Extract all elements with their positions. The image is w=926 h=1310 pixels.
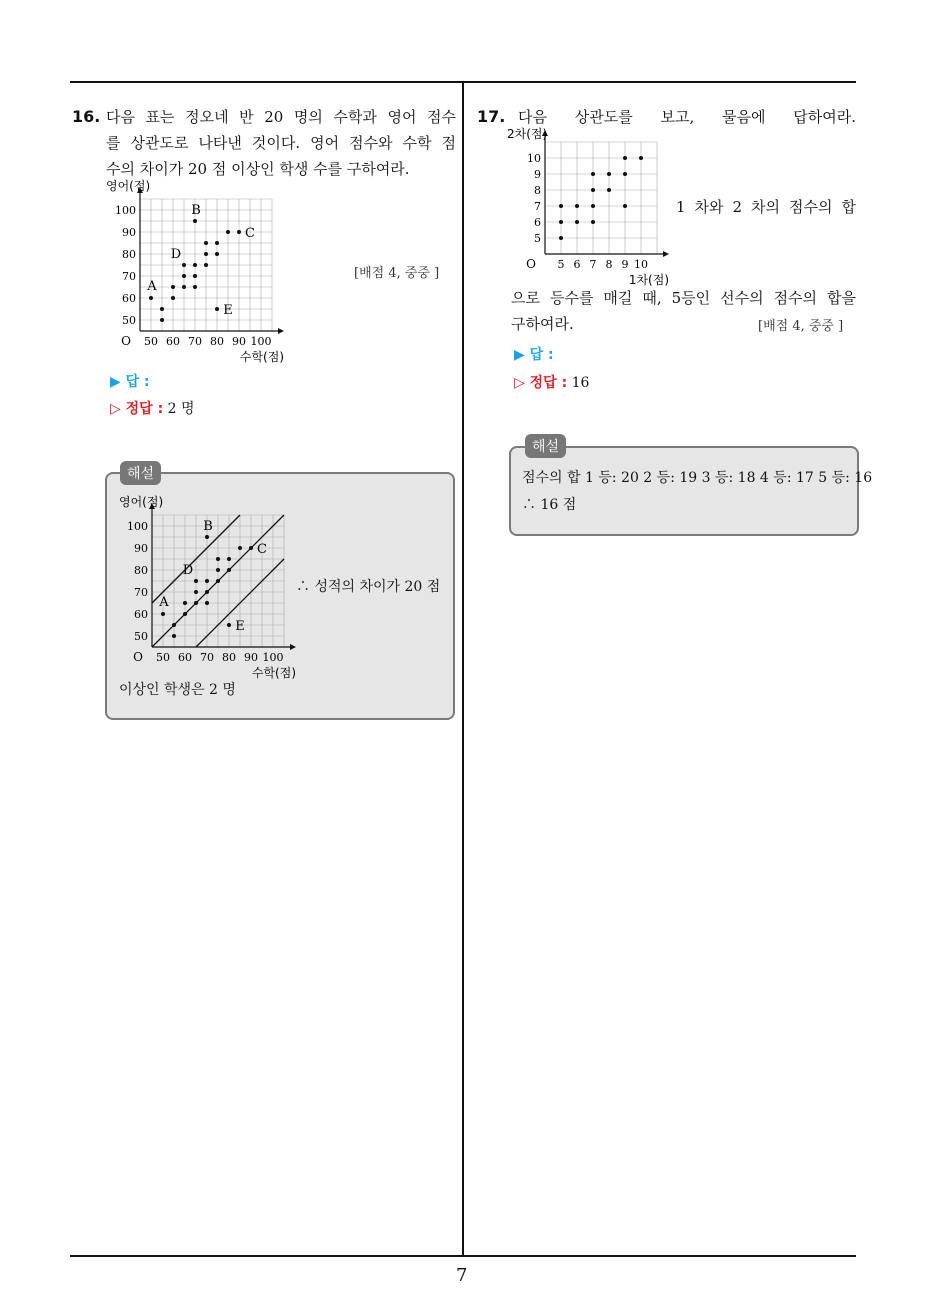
data-point [204, 252, 208, 256]
question-16-correct-label: ▷ 정답 : [110, 401, 164, 417]
point-label-d: D [170, 247, 182, 262]
point-label-d: D [182, 563, 194, 578]
x-tick-label: 8 [605, 258, 613, 271]
question-17-explanation-tag: 해설 [525, 434, 566, 458]
data-point [149, 296, 153, 300]
y-tick-label: 70 [122, 270, 136, 283]
column-divider [462, 82, 464, 1257]
x-tick-label: 70 [188, 335, 202, 348]
y-tick-label: 60 [122, 292, 136, 305]
question-17-correct-value: 16 [571, 375, 590, 391]
x-axis-arrow [663, 251, 669, 257]
y-axis-label: 영어(점) [106, 179, 151, 193]
question-16-line-1: 다음 표는 정오네 반 20 명의 수학과 영어 점수 [106, 108, 456, 126]
data-point [249, 546, 253, 550]
y-tick-label: 60 [134, 608, 148, 621]
data-point [216, 557, 220, 561]
data-point [182, 274, 186, 278]
y-tick-label: 100 [127, 520, 148, 533]
data-point [205, 535, 209, 539]
y-tick-label: 100 [115, 204, 136, 217]
data-point [575, 220, 579, 224]
data-point [205, 601, 209, 605]
data-point [607, 172, 611, 176]
question-16-line-2: 를 상관도로 나타낸 것이다. 영어 점수와 수학 점 [106, 134, 456, 152]
point-label-b: B [191, 203, 201, 218]
question-16-scatter-chart [100, 176, 290, 366]
data-point [559, 204, 563, 208]
y-tick-label: 6 [534, 216, 541, 229]
data-point [238, 546, 242, 550]
question-16-explanation-tag: 해설 [120, 461, 161, 485]
data-point [171, 285, 175, 289]
y-tick-label: 50 [122, 314, 136, 327]
y-tick-label: 9 [534, 168, 541, 181]
data-point [591, 204, 595, 208]
question-17-scatter-chart [505, 125, 675, 290]
point-label-c: C [245, 226, 255, 241]
data-point [193, 219, 197, 223]
question-17-line-2: 으로 등수를 매길 때, 5등인 선수의 점수의 합을 [511, 289, 856, 307]
question-16-line-3: 수의 차이가 20 점 이상인 학생 수를 구하여라. [106, 160, 410, 178]
data-point [623, 156, 627, 160]
data-point [194, 590, 198, 594]
origin-label: O [526, 257, 536, 271]
data-point [171, 296, 175, 300]
question-16-score: [배점 4, 중중 ] [354, 266, 440, 281]
data-point [215, 252, 219, 256]
data-point [591, 188, 595, 192]
page-number: 7 [456, 1265, 468, 1286]
y-tick-label: 80 [134, 564, 148, 577]
x-tick-label: 100 [250, 335, 272, 348]
x-tick-label: 90 [244, 651, 258, 664]
data-point [227, 557, 231, 561]
question-17-explanation-box [509, 446, 859, 536]
x-tick-label: 10 [634, 258, 648, 271]
question-17-line-3: 구하여라. [511, 315, 574, 333]
question-17-answer-label: ▶ 답 : [514, 347, 554, 363]
data-point [183, 612, 187, 616]
data-point [204, 263, 208, 267]
y-axis-label: 영어(점) [119, 495, 164, 509]
origin-label: O [121, 334, 131, 348]
data-point [161, 612, 165, 616]
x-tick-label: 70 [200, 651, 214, 664]
point-label-e: E [235, 619, 245, 634]
data-point [183, 601, 187, 605]
data-point [215, 241, 219, 245]
question-16-correct-value: 2 명 [167, 401, 195, 417]
x-axis-arrow [278, 328, 284, 334]
x-tick-label: 50 [144, 335, 158, 348]
question-17-correct-label: ▷ 정답 : [514, 375, 568, 391]
y-tick-label: 7 [534, 200, 541, 213]
question-16-text [106, 104, 456, 182]
y-axis-label: 2차(점) [507, 127, 548, 141]
data-point [194, 579, 198, 583]
data-point [205, 590, 209, 594]
data-point [226, 230, 230, 234]
data-point [237, 230, 241, 234]
data-point [591, 220, 595, 224]
x-tick-label: 5 [557, 258, 565, 271]
data-point [204, 241, 208, 245]
y-tick-label: 50 [134, 630, 148, 643]
y-tick-label: 5 [534, 232, 541, 245]
data-point [591, 172, 595, 176]
y-tick-label: 80 [122, 248, 136, 261]
data-point [193, 274, 197, 278]
question-17-line-1: 다음 상관도를 보고, 물음에 답하여라. [518, 108, 856, 126]
data-point [216, 568, 220, 572]
question-17-score: [배점 4, 중중 ] [758, 319, 844, 334]
point-label-a: A [147, 279, 157, 294]
data-point [607, 188, 611, 192]
data-point [623, 204, 627, 208]
y-tick-label: 90 [122, 226, 136, 239]
data-point [172, 634, 176, 638]
data-point [160, 318, 164, 322]
x-tick-label: 9 [621, 258, 629, 271]
bottom-rule [70, 1255, 856, 1257]
data-point [193, 285, 197, 289]
x-tick-label: 60 [166, 335, 180, 348]
question-16-explanation-chart [113, 492, 303, 682]
data-point [227, 568, 231, 572]
data-point [227, 623, 231, 627]
data-point [182, 263, 186, 267]
origin-label: O [133, 650, 143, 664]
x-tick-label: 7 [589, 258, 597, 271]
question-17-side-text: 1 차와 2 차의 점수의 합 [676, 198, 856, 216]
question-16-explanation-text-1: ∴ 성적의 차이가 20 점 [296, 579, 441, 595]
x-tick-label: 6 [573, 258, 581, 271]
point-label-a: A [159, 595, 169, 610]
data-point [623, 172, 627, 176]
y-tick-label: 8 [534, 184, 541, 197]
question-16-number: 16. [72, 107, 101, 126]
x-axis-label: 1차(점) [628, 273, 669, 287]
data-point [216, 579, 220, 583]
question-16-correct [110, 398, 195, 418]
data-point [575, 204, 579, 208]
question-17-number: 17. [477, 107, 506, 126]
data-point [639, 156, 643, 160]
y-tick-label: 70 [134, 586, 148, 599]
data-point [205, 579, 209, 583]
x-axis-label: 수학(점) [251, 666, 296, 680]
question-16-answer-label: ▶ 답 : [110, 374, 150, 390]
y-tick-label: 10 [527, 152, 541, 165]
x-tick-label: 90 [232, 335, 246, 348]
data-point [215, 307, 219, 311]
data-point [172, 623, 176, 627]
x-tick-label: 80 [222, 651, 236, 664]
x-axis-arrow [290, 644, 296, 650]
data-point [559, 236, 563, 240]
data-point [193, 263, 197, 267]
point-label-c: C [257, 542, 267, 557]
data-point [160, 307, 164, 311]
y-tick-label: 90 [134, 542, 148, 555]
x-tick-label: 100 [262, 651, 284, 664]
question-17-explanation-line-1: 점수의 합 1 등: 20 2 등: 19 3 등: 18 4 등: 17 5 등: 16 [522, 470, 873, 486]
question-17-correct [514, 372, 589, 392]
x-axis-label: 수학(점) [239, 350, 284, 364]
question-17-explanation-line-2: ∴ 16 점 [522, 497, 577, 513]
x-tick-label: 80 [210, 335, 224, 348]
data-point [182, 285, 186, 289]
point-label-b: B [203, 519, 213, 534]
question-16-explanation-text-2: 이상인 학생은 2 명 [119, 682, 236, 698]
point-label-e: E [223, 303, 233, 318]
x-tick-label: 60 [178, 651, 192, 664]
data-point [194, 601, 198, 605]
data-point [559, 220, 563, 224]
x-tick-label: 50 [156, 651, 170, 664]
